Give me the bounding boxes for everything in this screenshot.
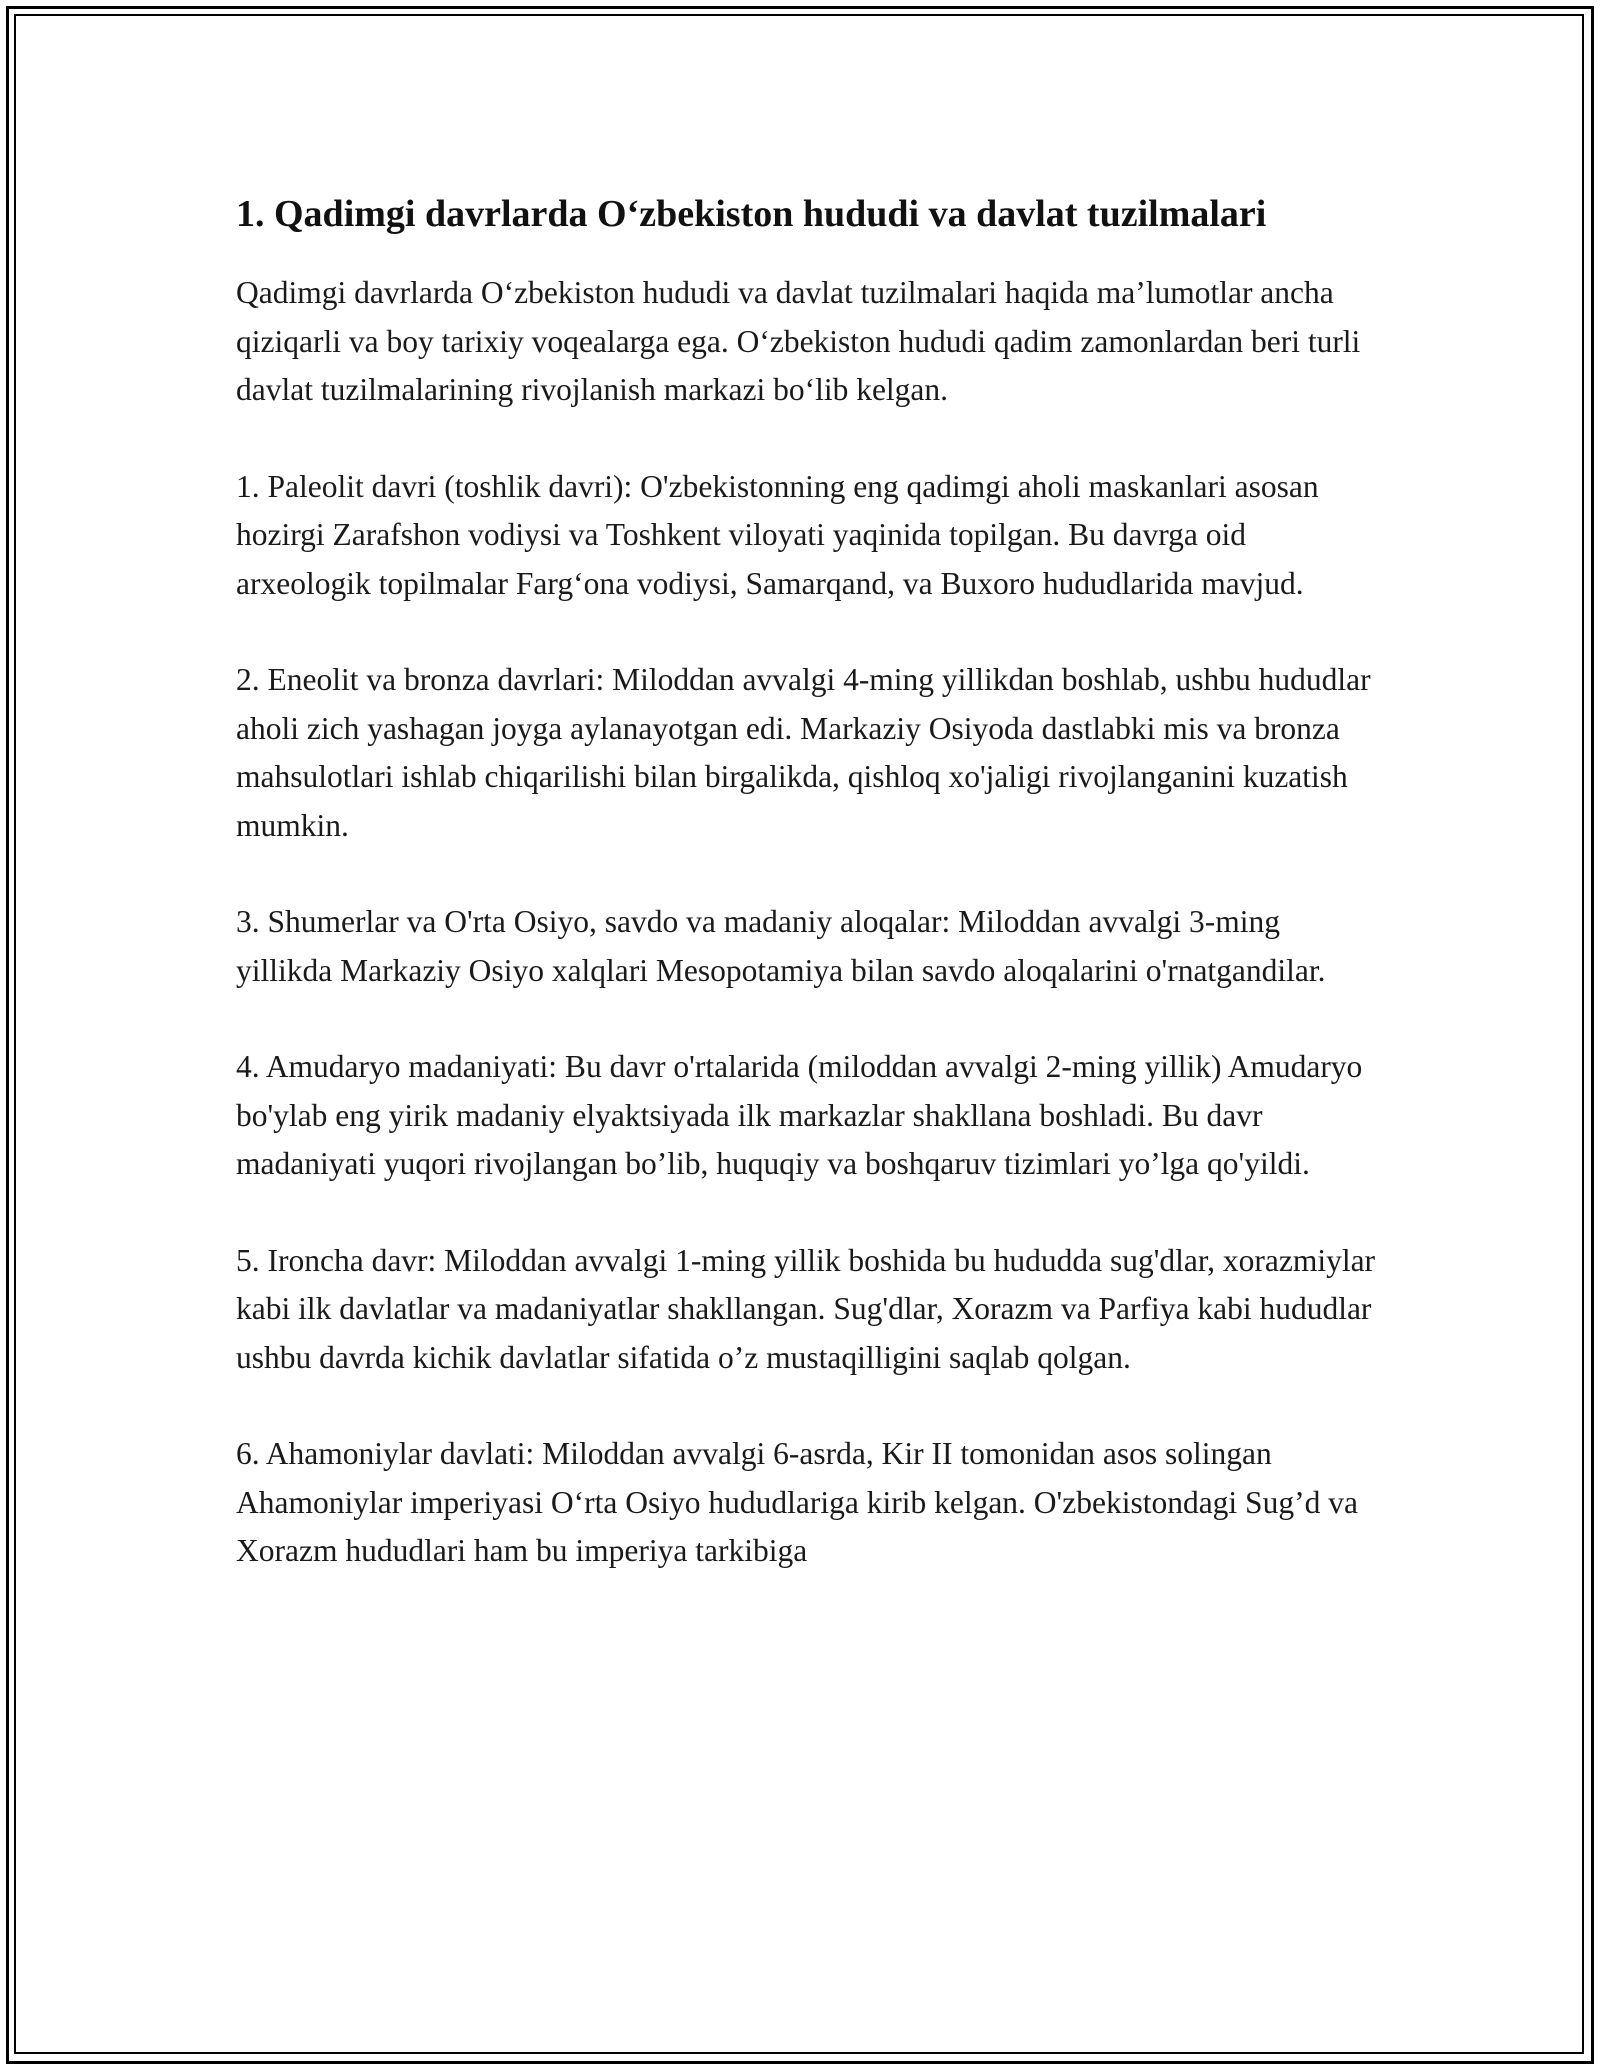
paragraph-amudaryo: 4. Amudaryo madaniyati: Bu davr o'rtalarida (miloddan avvalgi 2-ming yillik) Amudaryo bo'ylab eng yirik madaniy elyaktsiyada ilk markazlar shakllana boshladi. Bu davr madaniyati yuqori rivojlangan bo’lib, huquqiy va boshqaruv tizimlari yo’lga qo'yildi. [236, 1049, 1363, 1181]
paragraph-eneolit-bronza: 2. Eneolit va bronza davrlari: Miloddan avvalgi 4-ming yillikdan boshlab, ushbu hududlar aholi zich yashagan joyga aylanayotgan edi. Markaziy Osiyoda dastlabki mis va bronza mahsulotlari ishlab chiqarilishi bilan birgalikda, qishloq xo'jaligi rivojlanganini kuzatish mumkin. [236, 662, 1371, 843]
paragraph-paleolit: 1. Paleolit davri (toshlik davri): O'zbekistonning eng qadimgi aholi maskanlari asosan hozirgi Zarafshon vodiysi va Toshkent viloyati yaqinida topilgan. Bu davrga oid arxeologik topilmalar Farg‘ona vodiysi, Samarqand, va Buxoro hududlarida mavjud. [236, 468, 1319, 601]
paragraph-ironcha: 5. Ironcha davr: Miloddan avvalgi 1-ming yillik boshida bu hududda sug'dlar, xorazmiylar kabi ilk davlatlar va madaniyatlar shakllangan. Sug'dlar, Xorazm va Parfiya kabi hududlar ushbu davrda kichik davlatlar sifatida o’z mustaqilligini saqlab qolgan. [236, 1242, 1376, 1375]
paragraph-shumerlar: 3. Shumerlar va O'rta Osiyo, savdo va madaniy aloqalar: Miloddan avvalgi 3-ming yillikda Markaziy Osiyo xalqlari Mesopotamiya bilan savdo aloqalarini o'rnatgandilar. [236, 904, 1326, 988]
section-title: 1. Qadimgi davrlarda O‘zbekiston hududi va davlat tuzilmalari [236, 193, 1267, 235]
intro-paragraph: Qadimgi davrlarda O‘zbekiston hududi va davlat tuzilmalari haqida ma’lumotlar ancha qiziqarli va boy tarixiy voqealarga ega. O‘zbekiston hududi qadim zamonlardan beri turli davlat tuzilmalarining rivojlanish markazi bo‘lib kelgan. [236, 275, 1361, 407]
paragraph-ahamoniylar: 6. Ahamoniylar davlati: Miloddan avvalgi 6-asrda, Kir II tomonidan asos solingan Ahamoniylar imperiyasi O‘rta Osiyo hududlariga kirib kelgan. O'zbekistondagi Sug’d va Xorazm hududlari ham bu imperiya tarkibiga [236, 1436, 1358, 1568]
document-body [236, 188, 1376, 1624]
